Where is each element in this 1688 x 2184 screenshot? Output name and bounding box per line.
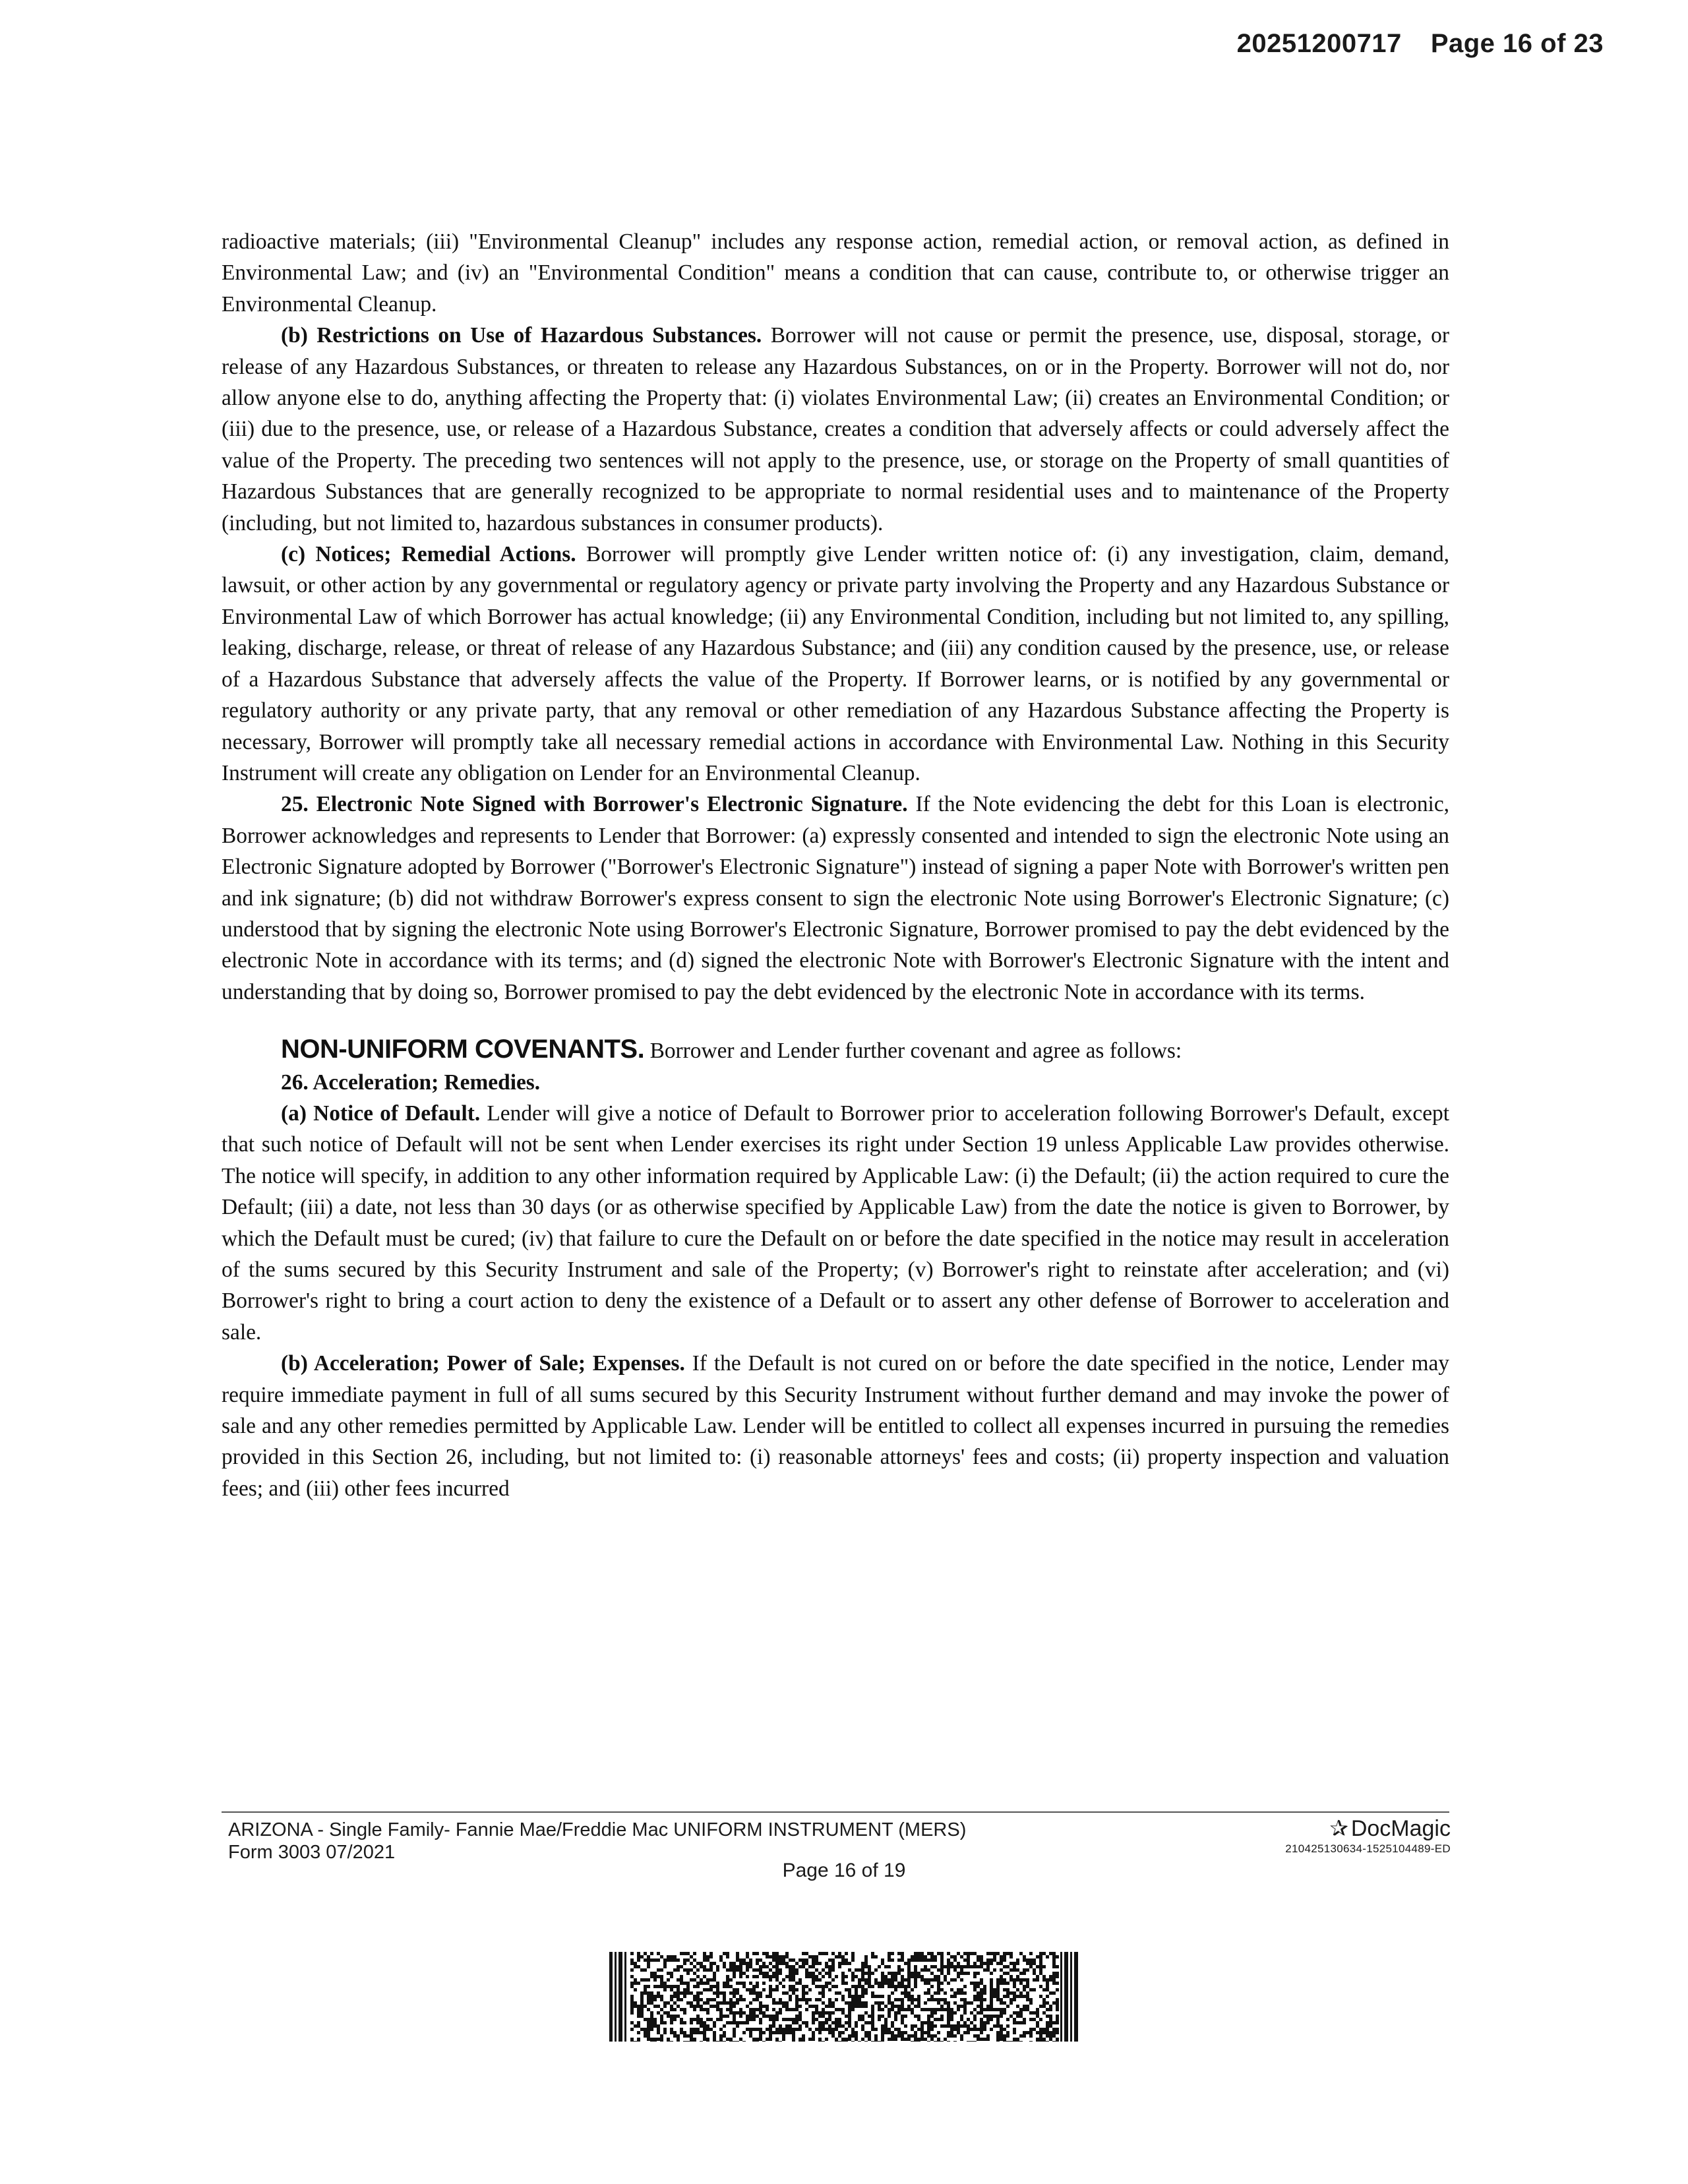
heading-notice-of-default: (a) Notice of Default.: [281, 1101, 481, 1126]
heading-acceleration-power-of-sale: (b) Acceleration; Power of Sale; Expenses.: [281, 1351, 685, 1376]
paragraph-non-uniform-covenants: NON-UNIFORM COVENANTS. Borrower and Lender further covenant and agree as follows:: [281, 1035, 1182, 1064]
form-number: Form 3003 07/2021: [228, 1842, 396, 1863]
docmagic-branding: [1285, 1816, 1451, 1857]
page-number: Page 16 of 19: [782, 1860, 906, 1881]
document-body: [222, 226, 1449, 1504]
recording-number: 20251200717: [1236, 29, 1402, 58]
heading-restrictions-hazardous: (b) Restrictions on Use of Hazardous Substances.: [281, 323, 762, 348]
heading-notices-remedial: (c) Notices; Remedial Actions.: [281, 542, 576, 567]
paragraph-acceleration-power-of-sale: (b) Acceleration; Power of Sale; Expenses. If the Default is not cured on or before the date specified in the notice, Lender may require immediate payment in full of all sums secured by this Security Instrument without further demand and may invoke the power of sale and any other remedies permitted by Applicable Law. Lender will be entitled to collect all expenses incurred in pursuing the remedies provided in this Section 26, including, but not limited to: (i) reasonable attorneys' fees and costs; (ii) property inspection and valuation fees; and (iii) other fees incurred: [222, 1351, 1449, 1501]
heading-non-uniform-covenants: NON-UNIFORM COVENANTS.: [281, 1035, 645, 1064]
barcode: [609, 1952, 1079, 2042]
recording-page: Page 16 of 23: [1430, 29, 1604, 58]
paragraph-restrictions-hazardous: (b) Restrictions on Use of Hazardous Substances. Borrower will not cause or permit the presence, use, disposal, storage, or release of any Hazardous Substances, or threaten to release any Hazardous Substances, on or in the Property. Borrower will not do, nor allow anyone else to do, anything affecting the Property that: (i) violates Environmental Law; (ii) creates an Environmental Condition; or (iii) due to the presence, use, or release of a Hazardous Substance, creates a condition that adversely affects or could adversely affect the value of the Property. The preceding two sentences will not apply to the presence, use, or storage on the Property of small quantities of Hazardous Substances that are generally recognized to be appropriate to normal residential uses and to maintenance of the Property (including, but not limited to, hazardous substances in consumer products).: [222, 323, 1449, 535]
paragraph-notice-of-default: (a) Notice of Default. Lender will give a notice of Default to Borrower prior to acceleration following Borrower's Default, except that such notice of Default will not be sent when Lender exercises its right under Section 19 unless Applicable Law provides otherwise. The notice will specify, in addition to any other information required by Applicable Law: (i) the Default; (ii) the action required to cure the Default; (iii) a date, not less than 30 days (or as otherwise specified by Applicable Law) from the date the notice is given to Borrower, by which the Default must be cured; (iv) that failure to cure the Default on or before the date specified in the notice may result in acceleration of the sums secured by this Security Instrument and sale of the Property; (v) Borrower's right to reinstate after acceleration; and (vi) Borrower's right to bring a court action to deny the existence of a Default or to assert any other defense of Borrower to acceleration and sale.: [222, 1101, 1449, 1345]
brand-name: ✰ DocMagic: [1329, 1816, 1451, 1841]
document-id: 210425130634-1525104489-ED: [1285, 1842, 1451, 1855]
heading-section-26: 26. Acceleration; Remedies.: [281, 1070, 541, 1095]
form-title: ARIZONA - Single Family- Fannie Mae/Freddie Mac UNIFORM INSTRUMENT (MERS): [228, 1819, 967, 1840]
paragraph-env-definitions: radioactive materials; (iii) "Environmental Cleanup" includes any response action, remedial action, or removal action, as defined in Environmental Law; and (iv) an "Environmental Condition" means a condition that can cause, contribute to, or otherwise trigger an Environmental Cleanup.: [222, 229, 1449, 317]
paragraph-section-26: [222, 1067, 1449, 1098]
heading-section-25: 25. Electronic Note Signed with Borrower's Electronic Signature.: [281, 792, 908, 817]
star-icon: ✰: [1329, 1816, 1348, 1841]
recording-header: [1237, 29, 1604, 59]
form-identifier: [228, 1819, 966, 1864]
paragraph-section-25: 25. Electronic Note Signed with Borrower's Electronic Signature. If the Note evidencing the debt for this Loan is electronic, Borrower acknowledges and represents to Lender that Borrower: (a) expressly consented and intended to sign the electronic Note using an Electronic Signature adopted by Borrower ("Borrower's Electronic Signature") instead of signing a paper Note with Borrower's written pen and ink signature; (b) did not withdraw Borrower's express consent to sign the electronic Note using Borrower's Electronic Signature; (c) understood that by signing the electronic Note using Borrower's Electronic Signature, Borrower promised to pay the debt evidenced by the electronic Note in accordance with its terms; and (d) signed the electronic Note with Borrower's Electronic Signature with the intent and understanding that by doing so, Borrower promised to pay the debt evidenced by the electronic Note in accordance with its terms.: [222, 792, 1450, 1004]
footer-divider: [222, 1811, 1449, 1813]
paragraph-notices-remedial: (c) Notices; Remedial Actions. Borrower will promptly give Lender written notice of: (i) any investigation, claim, demand, lawsuit, or other action by any governmental or regulatory agency or private party involving the Property and any Hazardous Substance or Environmental Law of which Borrower has actual knowledge; (ii) any Environmental Condition, including but not limited to, any spilling, leaking, discharge, release, or threat of release of any Hazardous Substance; and (iii) any condition caused by the presence, use, or release of a Hazardous Substance that adversely affects the value of the Property. If Borrower learns, or is notified by any governmental or regulatory authority or any private party, that any removal or other remediation of any Hazardous Substance affecting the Property is necessary, Borrower will promptly take all necessary remedial actions in accordance with Environmental Law. Nothing in this Security Instrument will create any obligation on Lender for an Environmental Cleanup.: [222, 542, 1449, 785]
